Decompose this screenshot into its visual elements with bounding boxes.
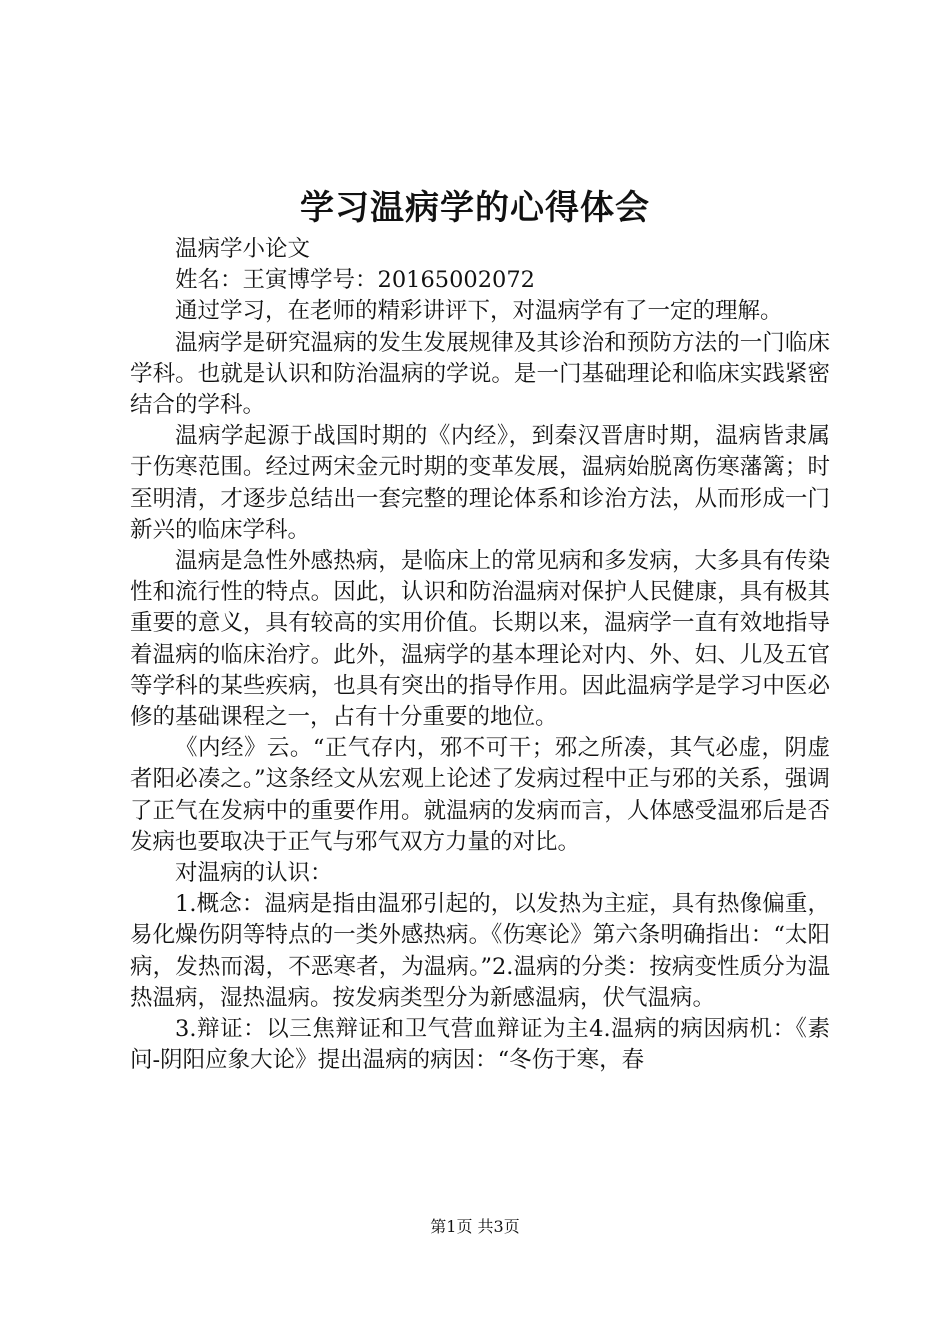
paragraph-author-info: 姓名：王寅博学号：20165002072 xyxy=(175,267,535,294)
paragraph: 3.辩证：以三焦辩证和卫气营血辩证为主4.温病的病因病机：《素问-阴阳应象大论》提出温病的病因：“冬伤于寒，春 xyxy=(130,1016,830,1074)
paragraph-subtitle: 温病学小论文 xyxy=(175,236,311,262)
paragraph: 1.概念：温病是指由温邪引起的，以发热为主症，具有热像偏重，易化燥伤阴等特点的一类外感热病。《伤寒论》第六条明确指出：“太阳病，发热而渴，不恶寒者，为温病。”2.温病的分类：按病变性质分为温热温病，湿热温病。按发病类型分为新感温病，伏气温病。 xyxy=(130,891,830,1011)
page-footer: 第1页 共3页 xyxy=(430,1217,520,1236)
paragraph: 通过学习，在老师的精彩讲评下，对温病学有了一定的理解。 xyxy=(175,298,783,325)
paragraph: 温病学起源于战国时期的《内经》，到秦汉晋唐时期，温病皆隶属于伤寒范围。经过两宋金元时期的变革发展，温病始脱离伤寒藩篱；时至明清，才逐步总结出一套完整的理论体系和诊治方法，从而形成一门新兴的临床学科。 xyxy=(130,423,830,543)
paragraph: 温病学是研究温病的发生发展规律及其诊治和预防方法的一门临床学科。也就是认识和防治温病的学说。是一门基础理论和临床实践紧密结合的学科。 xyxy=(130,329,830,419)
document-body xyxy=(130,234,830,1076)
paragraph: 《内经》云。“正气存内，邪不可干；邪之所凑，其气必虚，阴虚者阳必凑之。”这条经文从宏观上论述了发病过程中正与邪的关系，强调了正气在发病中的重要作用。就温病的发病而言，人体感受温邪后是否发病也要取决于正气与邪气双方力量的对比。 xyxy=(130,735,830,855)
paragraph: 温病是急性外感热病，是临床上的常见病和多发病，大多具有传染性和流行性的特点。因此，认识和防治温病对保护人民健康，具有极其重要的意义，具有较高的实用价值。长期以来，温病学一直有效地指导着温病的临床治疗。此外，温病学的基本理论对内、外、妇、儿及五官等学科的某些疾病，也具有突出的指导作用。因此温病学是学习中医必修的基础课程之一，占有十分重要的地位。 xyxy=(130,548,830,731)
document-title: 学习温病学的心得体会 xyxy=(300,188,650,228)
paragraph-section-heading: 对温病的认识： xyxy=(175,860,333,887)
